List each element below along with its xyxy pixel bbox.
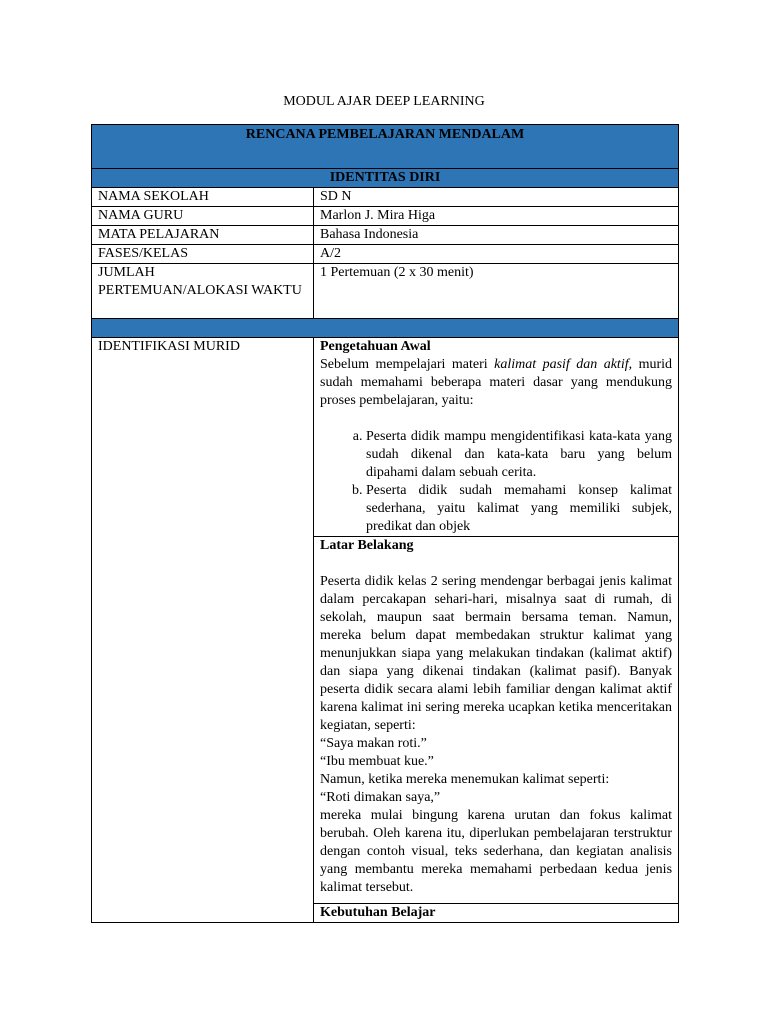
example-sentence-2: “Ibu membuat kue.” [320, 754, 434, 769]
example-sentence-1: “Saya makan roti.” [320, 736, 427, 751]
table-row [92, 207, 679, 226]
pengetahuan-awal-cell [314, 338, 679, 537]
section-identitas-row [92, 169, 679, 188]
list-item: b. Peserta didik sudah memahami konsep kalimat sederhana, yaitu kalimat yang memiliki subjek, predikat dan objek [366, 482, 672, 536]
section-identitas-title: IDENTITAS DIRI [92, 169, 679, 188]
identifikasi-row-pengetahuan [92, 338, 679, 537]
kebutuhan-belajar-title: Kebutuhan Belajar [320, 905, 436, 920]
intro-text-italic: kalimat pasif dan aktif [494, 357, 629, 372]
table-header-title: RENCANA PEMBELAJARAN MENDALAM [92, 125, 679, 169]
row-value-mata-pelajaran: Bahasa Indonesia [314, 226, 679, 245]
row-label-alokasi-waktu: JUMLAH PERTEMUAN/ALOKASI WAKTU [92, 264, 314, 319]
table-header-row [92, 125, 679, 169]
identifikasi-murid-label: IDENTIFIKASI MURID [92, 338, 314, 923]
list-item: a. Peserta didik mampu mengidentifikasi kata-kata yang sudah dikenal dan kata-kata baru yang belum dipahami dalam sebuah cerita. [366, 428, 672, 482]
blank-separator-row [92, 319, 679, 338]
latar-belakang-title: Latar Belakang [320, 538, 414, 553]
row-label-nama-guru: NAMA GURU [92, 207, 314, 226]
row-value-nama-guru: Marlon J. Mira Higa [314, 207, 679, 226]
row-label-fases-kelas: FASES/KELAS [92, 245, 314, 264]
latar-belakang-paragraph: Peserta didik kelas 2 sering mendengar berbagai jenis kalimat dalam percakapan sehari-hari, misalnya saat di rumah, di sekolah, maupun saat bermain bersama teman. Namun, mereka belum dapat membedakan struktur kalimat yang menunjukkan siapa yang melakukan tindakan (kalimat aktif) dan siapa yang dikenai tindakan (kalimat pasif). Banyak peserta didik secara alami lebih familiar dengan kalimat aktif karena kalimat ini sering mereka ucapkan ketika menceritakan kegiatan, seperti: [320, 574, 673, 733]
lesson-plan-table [91, 124, 679, 923]
document-title: MODUL AJAR DEEP LEARNING [283, 94, 485, 109]
blank-separator-cell [92, 319, 679, 338]
spacer [320, 555, 672, 573]
latar-belakang-cell [314, 537, 679, 904]
row-value-fases-kelas: A/2 [314, 245, 679, 264]
table-row [92, 226, 679, 245]
table-row [92, 264, 679, 319]
intro-text-after: , murid sudah memahami beberapa materi dasar yang mendukung proses pembelajaran, yaitu: [320, 357, 673, 408]
intro-text-before: Sebelum mempelajari materi [320, 357, 495, 372]
table-row [92, 188, 679, 207]
latar-belakang-closing: mereka mulai bingung karena urutan dan fokus kalimat berubah. Oleh karena itu, diperlukan pembelajaran terstruktur dengan contoh visual, teks sederhana, dan kegiatan analisis yang membantu mereka memahami perbedaan kedua jenis kalimat tersebut. [320, 808, 673, 895]
transition-sentence: Namun, ketika mereka menemukan kalimat seperti: [320, 772, 610, 787]
table-row [92, 245, 679, 264]
row-value-alokasi-waktu: 1 Pertemuan (2 x 30 menit) [314, 264, 679, 319]
row-label-mata-pelajaran: MATA PELAJARAN [92, 226, 314, 245]
pengetahuan-awal-intro [320, 356, 672, 410]
example-sentence-3: “Roti dimakan saya,” [320, 790, 441, 805]
row-value-nama-sekolah: SD N [314, 188, 679, 207]
kebutuhan-belajar-cell [314, 904, 679, 923]
pengetahuan-awal-list [320, 428, 672, 536]
pengetahuan-awal-title: Pengetahuan Awal [320, 339, 431, 354]
row-label-nama-sekolah: NAMA SEKOLAH [92, 188, 314, 207]
